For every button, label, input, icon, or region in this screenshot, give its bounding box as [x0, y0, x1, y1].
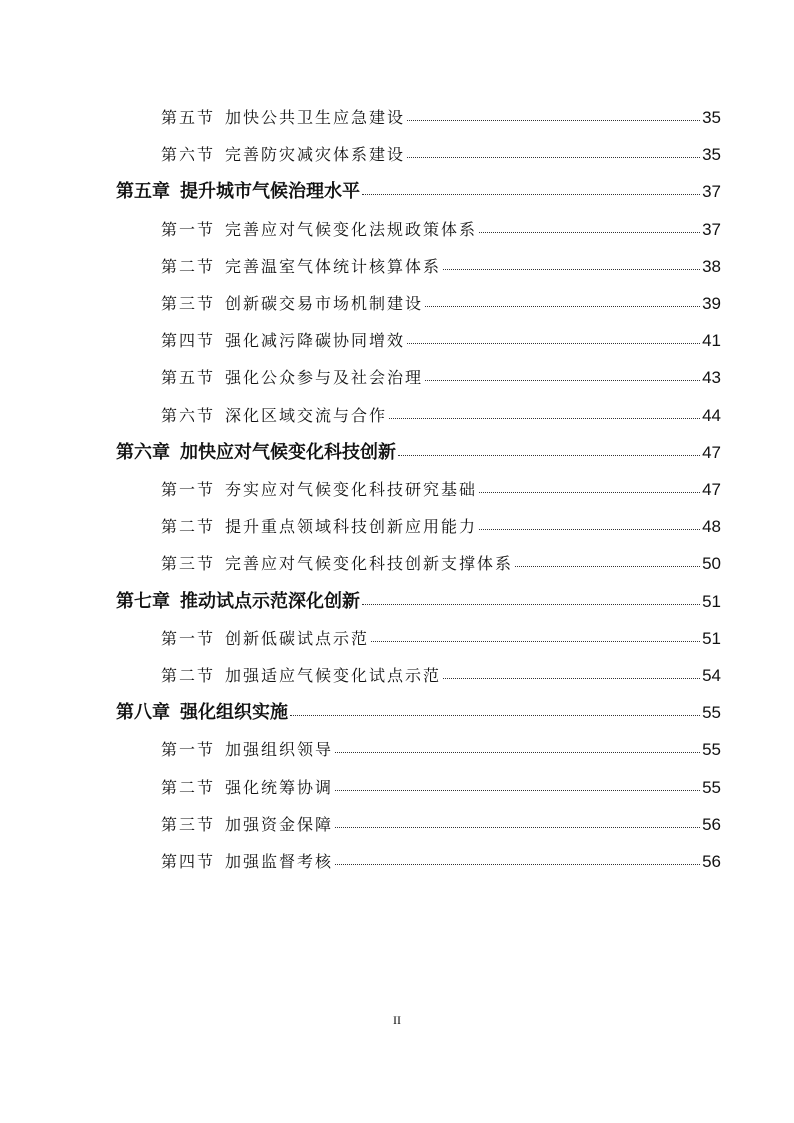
toc-entry-title: 完善温室气体统计核算体系: [225, 256, 442, 276]
toc-entry-number: 第二节: [161, 256, 216, 276]
toc-entry-label: [161, 806, 333, 843]
toc-page-number: 47: [702, 442, 721, 462]
toc-section-entry[interactable]: [161, 806, 721, 843]
toc-entry-number: 第四节: [161, 331, 216, 351]
toc-entry-title: 加强组织领导: [225, 740, 334, 760]
toc-dot-leader: [425, 305, 700, 307]
toc-entry-number: 第八章: [116, 702, 170, 724]
toc-page-number: 55: [702, 703, 721, 723]
toc-page-number: 48: [702, 517, 721, 537]
toc-entry-label: [161, 843, 333, 880]
toc-page-number: 43: [702, 368, 721, 388]
toc-entry-label: [161, 99, 405, 136]
toc-entry-label: [161, 657, 441, 694]
toc-page-number: 37: [702, 182, 721, 202]
toc-entry-title: 完善应对气候变化科技创新支撑体系: [225, 554, 514, 574]
toc-entry-label: [161, 508, 477, 545]
toc-entry-title: 强化公众参与及社会治理: [225, 368, 424, 388]
toc-entry-title: 强化组织实施: [180, 702, 288, 724]
toc-chapter-entry[interactable]: [116, 434, 721, 471]
toc-page-number: 55: [702, 740, 721, 760]
toc-entry-number: 第二节: [161, 777, 216, 797]
toc-section-entry[interactable]: [161, 322, 721, 359]
toc-dot-leader: [335, 826, 700, 828]
toc-dot-leader: [443, 677, 700, 679]
toc-entry-label: [161, 769, 333, 806]
toc-dot-leader: [335, 863, 700, 865]
toc-section-entry[interactable]: [161, 285, 721, 322]
toc-entry-title: 强化减污降碳协同增效: [225, 331, 406, 351]
toc-page-number: 51: [702, 628, 721, 648]
toc-section-entry[interactable]: [161, 769, 721, 806]
toc-entry-label: [161, 545, 513, 582]
toc-dot-leader: [407, 119, 700, 121]
toc-page-number: 39: [702, 294, 721, 313]
toc-entry-number: 第四节: [161, 852, 216, 871]
toc-page-number: 38: [702, 256, 721, 276]
toc-dot-leader: [425, 379, 700, 381]
toc-entry-title: 加强监督考核: [225, 852, 334, 871]
toc-entry-label: [161, 285, 423, 322]
toc-entry-number: 第一节: [161, 740, 216, 760]
toc-section-entry[interactable]: [161, 211, 721, 248]
toc-entry-label: [161, 620, 369, 657]
toc-page-number: 56: [702, 814, 721, 834]
toc-entry-title: 加强资金保障: [225, 814, 334, 834]
toc-page-number: 50: [702, 554, 721, 574]
toc-entry-title: 加强适应气候变化试点示范: [225, 666, 442, 685]
toc-entry-number: 第五章: [116, 181, 170, 203]
toc-dot-leader: [479, 528, 700, 530]
toc-entry-title: 加快公共卫生应急建设: [225, 108, 406, 127]
toc-dot-leader: [290, 714, 700, 716]
toc-page-number: 35: [702, 108, 721, 127]
toc-dot-leader: [389, 417, 700, 419]
toc-dot-leader: [515, 565, 700, 567]
toc-entry-title: 完善应对气候变化法规政策体系: [225, 219, 478, 239]
toc-entry-title: 提升重点领域科技创新应用能力: [225, 517, 478, 537]
toc-page-number: 41: [702, 331, 721, 351]
toc-page-number: 56: [702, 852, 721, 871]
toc-dot-leader: [362, 193, 700, 195]
toc-entry-title: 提升城市气候治理水平: [180, 181, 360, 203]
toc-dot-leader: [479, 231, 700, 233]
toc-entry-number: 第六节: [161, 145, 216, 165]
toc-entry-number: 第七章: [116, 590, 170, 612]
toc-dot-leader: [443, 268, 700, 270]
toc-entry-number: 第三节: [161, 294, 216, 313]
toc-entry-label: [116, 694, 288, 731]
toc-dot-leader: [371, 640, 700, 642]
toc-entry-label: [116, 173, 360, 210]
toc-page-number: 37: [702, 219, 721, 239]
toc-dot-leader: [335, 751, 700, 753]
toc-entry-label: [161, 322, 405, 359]
toc-chapter-entry[interactable]: [116, 583, 721, 620]
toc-section-entry[interactable]: [161, 99, 721, 136]
toc-page-number: 47: [702, 480, 721, 499]
toc-dot-leader: [407, 156, 700, 158]
toc-section-entry[interactable]: [161, 620, 721, 657]
toc-section-entry[interactable]: [161, 508, 721, 545]
toc-entry-number: 第一节: [161, 628, 216, 648]
toc-entry-number: 第二节: [161, 666, 216, 685]
toc-section-entry[interactable]: [161, 397, 721, 434]
toc-entry-label: [161, 471, 477, 508]
toc-entry-title: 夯实应对气候变化科技研究基础: [225, 480, 478, 499]
toc-entry-title: 推动试点示范深化创新: [180, 590, 360, 612]
toc-page-number: 54: [702, 666, 721, 685]
toc-entry-number: 第三节: [161, 814, 216, 834]
toc-section-entry[interactable]: [161, 843, 721, 880]
toc-entry-number: 第六章: [116, 441, 170, 463]
toc-section-entry[interactable]: [161, 136, 721, 173]
toc-dot-leader: [335, 789, 700, 791]
toc-entry-number: 第一节: [161, 480, 216, 499]
toc-section-entry[interactable]: [161, 657, 721, 694]
toc-entry-title: 创新碳交易市场机制建设: [225, 294, 424, 313]
toc-entry-label: [161, 359, 423, 396]
toc-dot-leader: [479, 491, 700, 493]
toc-entry-number: 第二节: [161, 517, 216, 537]
toc-dot-leader: [398, 454, 700, 456]
toc-entry-title: 创新低碳试点示范: [225, 628, 370, 648]
toc-section-entry[interactable]: [161, 545, 721, 582]
toc-entry-label: [116, 434, 396, 471]
toc-page-number: 51: [702, 591, 721, 611]
toc-entry-label: [161, 731, 333, 768]
toc-section-entry[interactable]: [161, 731, 721, 768]
toc-entry-number: 第六节: [161, 405, 216, 425]
toc-page-number: 55: [702, 777, 721, 797]
page-footer-number: II: [393, 1013, 401, 1027]
toc-entry-label: [161, 397, 387, 434]
toc-entry-label: [161, 211, 477, 248]
toc-entry-label: [116, 583, 360, 620]
toc-entry-number: 第五节: [161, 368, 216, 388]
toc-section-entry[interactable]: [161, 359, 721, 396]
toc-dot-leader: [362, 603, 700, 605]
toc-entry-title: 深化区域交流与合作: [225, 405, 388, 425]
toc-section-entry[interactable]: [161, 248, 721, 285]
toc-entry-label: [161, 136, 405, 173]
toc-page-number: 44: [702, 405, 721, 425]
toc-entry-title: 完善防灾减灾体系建设: [225, 145, 406, 165]
toc-section-entry[interactable]: [161, 471, 721, 508]
toc-entry-title: 加快应对气候变化科技创新: [180, 441, 396, 463]
toc-entry-number: 第三节: [161, 554, 216, 574]
toc-entry-number: 第五节: [161, 108, 216, 127]
toc-entry-number: 第一节: [161, 219, 216, 239]
toc-entry-title: 强化统筹协调: [225, 777, 334, 797]
toc-page-number: 35: [702, 145, 721, 165]
toc-chapter-entry[interactable]: [116, 694, 721, 731]
toc-dot-leader: [407, 342, 700, 344]
toc-entry-label: [161, 248, 441, 285]
toc-chapter-entry[interactable]: [116, 173, 721, 210]
